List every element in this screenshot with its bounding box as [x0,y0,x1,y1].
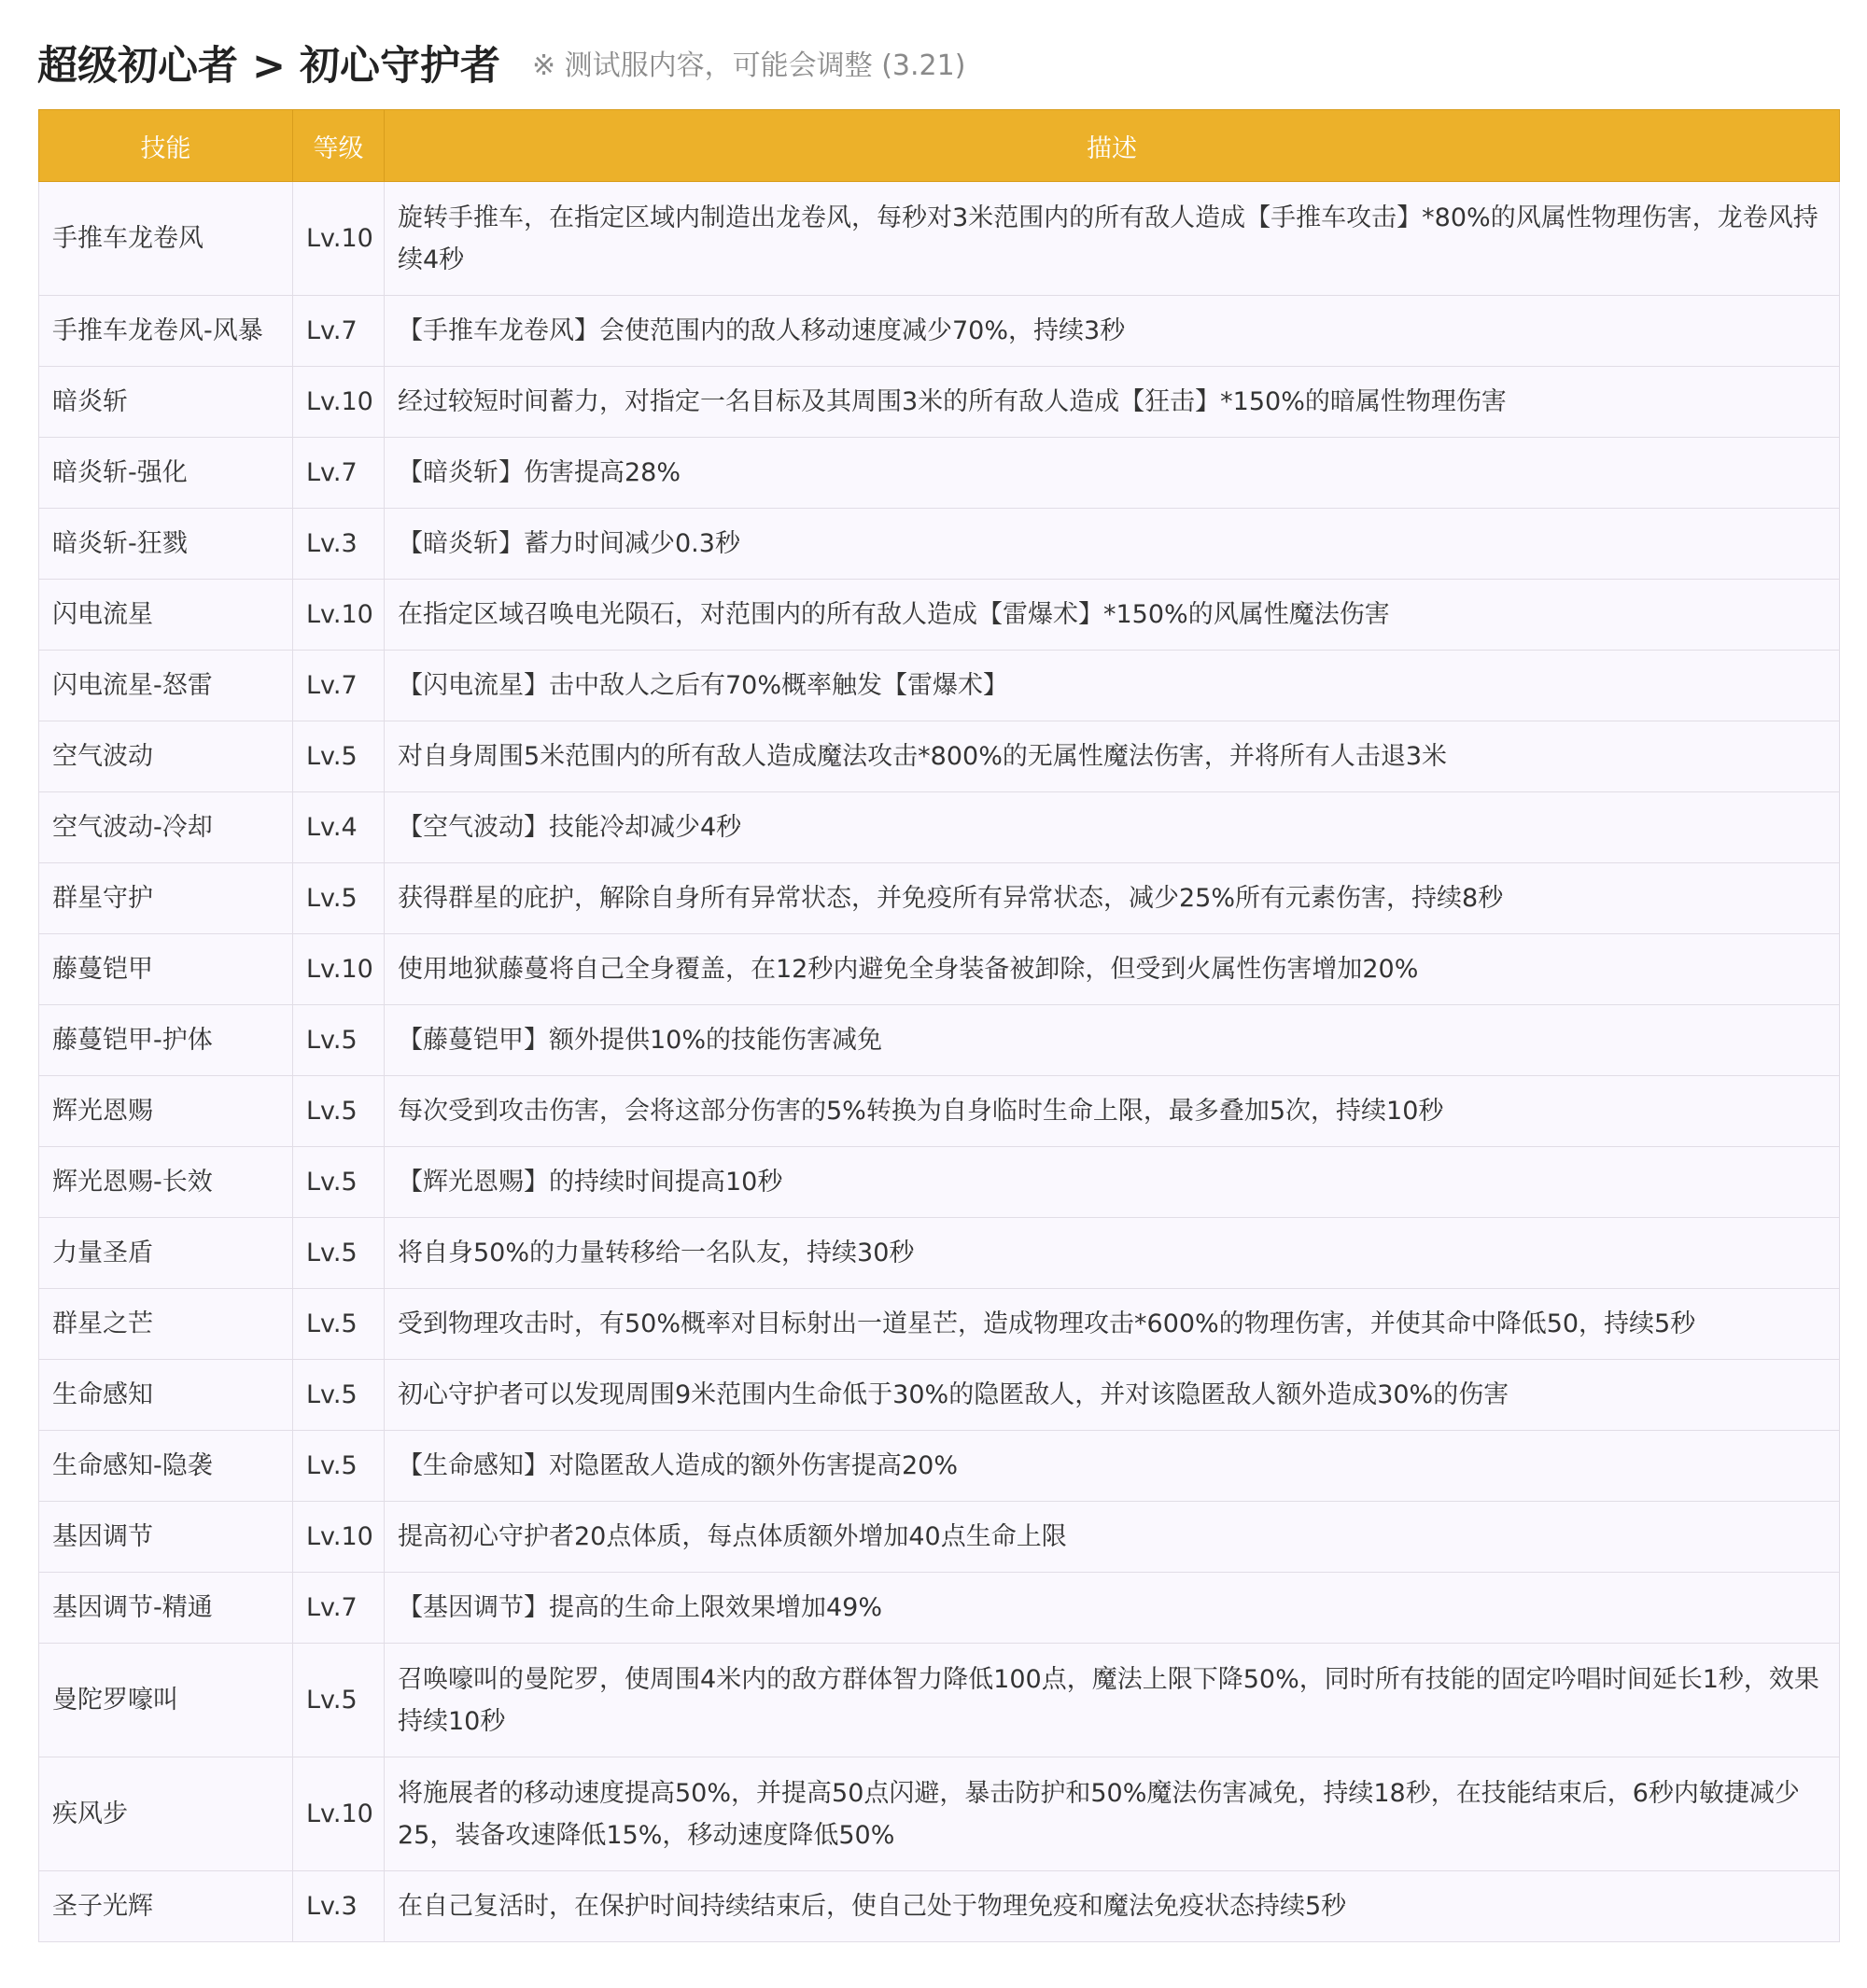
skill-name: 生命感知 [39,1360,293,1431]
skill-name: 手推车龙卷风 [39,182,293,296]
table-row [39,509,1840,580]
skill-description: 【基因调节】提高的生命上限效果增加49% [385,1573,1840,1644]
table-row [39,934,1840,1005]
skill-name: 曼陀罗嚎叫 [39,1644,293,1757]
skill-name: 手推车龙卷风-风暴 [39,296,293,367]
skill-description: 对自身周围5米范围内的所有敌人造成魔法攻击*800%的无属性魔法伤害，并将所有人击退3米 [385,721,1840,792]
skill-description: 初心守护者可以发现周围9米范围内生命低于30%的隐匿敌人，并对该隐匿敌人额外造成30%的伤害 [385,1360,1840,1431]
skill-level: Lv.3 [293,1871,385,1942]
skill-level: Lv.5 [293,1218,385,1289]
skill-level: Lv.5 [293,1076,385,1147]
table-row [39,182,1840,296]
skill-level: Lv.5 [293,1644,385,1757]
skill-name: 群星之芒 [39,1289,293,1360]
skill-description: 将自身50%的力量转移给一名队友，持续30秒 [385,1218,1840,1289]
skill-name: 暗炎斩-强化 [39,438,293,509]
table-row [39,580,1840,651]
table-row [39,792,1840,863]
skill-name: 藤蔓铠甲-护体 [39,1005,293,1076]
skill-level: Lv.7 [293,438,385,509]
skill-level: Lv.5 [293,863,385,934]
skill-level: Lv.7 [293,296,385,367]
test-server-note: ※ 测试服内容，可能会调整 (3.21) [531,49,966,82]
page-title: 超级初心者 > 初心守护者 [37,42,500,90]
skill-name: 闪电流星 [39,580,293,651]
table-row [39,1218,1840,1289]
skill-name: 生命感知-隐袭 [39,1431,293,1502]
skill-description: 经过较短时间蓄力，对指定一名目标及其周围3米的所有敌人造成【狂击】*150%的暗属性物理伤害 [385,367,1840,438]
skill-name: 辉光恩赐-长效 [39,1147,293,1218]
skill-description: 受到物理攻击时，有50%概率对目标射出一道星芒，造成物理攻击*600%的物理伤害，并使其命中降低50，持续5秒 [385,1289,1840,1360]
skill-name: 圣子光辉 [39,1871,293,1942]
table-row [39,1360,1840,1431]
table-row [39,1147,1840,1218]
skill-level: Lv.10 [293,182,385,296]
skill-name: 暗炎斩 [39,367,293,438]
skill-level: Lv.10 [293,934,385,1005]
table-row [39,1289,1840,1360]
table-row [39,1005,1840,1076]
table-row [39,1644,1840,1757]
table-row [39,1431,1840,1502]
skill-level: Lv.7 [293,1573,385,1644]
skill-description: 在自己复活时，在保护时间持续结束后，使自己处于物理免疫和魔法免疫状态持续5秒 [385,1871,1840,1942]
skill-name: 空气波动 [39,721,293,792]
skill-level: Lv.10 [293,1502,385,1573]
table-row [39,1502,1840,1573]
skill-description: 【手推车龙卷风】会使范围内的敌人移动速度减少70%，持续3秒 [385,296,1840,367]
skill-name: 闪电流星-怒雷 [39,651,293,721]
skill-name: 疾风步 [39,1757,293,1871]
skill-description: 【暗炎斩】蓄力时间减少0.3秒 [385,509,1840,580]
skill-description: 【生命感知】对隐匿敌人造成的额外伤害提高20% [385,1431,1840,1502]
column-header-skill: 技能 [39,110,293,182]
skill-level: Lv.5 [293,1289,385,1360]
skill-level: Lv.10 [293,367,385,438]
skill-level: Lv.10 [293,580,385,651]
skill-description: 获得群星的庇护，解除自身所有异常状态，并免疫所有异常状态，减少25%所有元素伤害，持续8秒 [385,863,1840,934]
skill-level: Lv.5 [293,1147,385,1218]
skill-description: 在指定区域召唤电光陨石，对范围内的所有敌人造成【雷爆术】*150%的风属性魔法伤害 [385,580,1840,651]
table-row [39,367,1840,438]
skill-name: 藤蔓铠甲 [39,934,293,1005]
table-row [39,721,1840,792]
skill-description: 提高初心守护者20点体质，每点体质额外增加40点生命上限 [385,1502,1840,1573]
skill-description: 将施展者的移动速度提高50%，并提高50点闪避，暴击防护和50%魔法伤害减免，持续18秒，在技能结束后，6秒内敏捷减少25，装备攻速降低15%，移动速度降低50% [385,1757,1840,1871]
table-row [39,1871,1840,1942]
title-row [37,34,965,91]
skill-name: 基因调节-精通 [39,1573,293,1644]
skill-description: 旋转手推车，在指定区域内制造出龙卷风，每秒对3米范围内的所有敌人造成【手推车攻击】*80%的风属性物理伤害，龙卷风持续4秒 [385,182,1840,296]
skill-name: 空气波动-冷却 [39,792,293,863]
table-row [39,1076,1840,1147]
skill-level: Lv.7 [293,651,385,721]
skill-description: 召唤嚎叫的曼陀罗，使周围4米内的敌方群体智力降低100点，魔法上限下降50%，同时所有技能的固定吟唱时间延长1秒，效果持续10秒 [385,1644,1840,1757]
table-row [39,863,1840,934]
skill-name: 群星守护 [39,863,293,934]
table-header-row [39,110,1840,182]
skill-level: Lv.4 [293,792,385,863]
skill-name: 暗炎斩-狂戮 [39,509,293,580]
skill-description: 【藤蔓铠甲】额外提供10%的技能伤害减免 [385,1005,1840,1076]
skill-table [38,109,1840,1942]
skill-description: 【闪电流星】击中敌人之后有70%概率触发【雷爆术】 [385,651,1840,721]
skill-description: 使用地狱藤蔓将自己全身覆盖，在12秒内避免全身装备被卸除，但受到火属性伤害增加20% [385,934,1840,1005]
skill-level: Lv.5 [293,1431,385,1502]
skill-name: 基因调节 [39,1502,293,1573]
skill-level: Lv.5 [293,721,385,792]
table-row [39,1757,1840,1871]
skill-description: 【辉光恩赐】的持续时间提高10秒 [385,1147,1840,1218]
table-row [39,651,1840,721]
skill-level: Lv.10 [293,1757,385,1871]
skill-level: Lv.3 [293,509,385,580]
skill-level: Lv.5 [293,1005,385,1076]
skill-name: 辉光恩赐 [39,1076,293,1147]
skill-description: 【暗炎斩】伤害提高28% [385,438,1840,509]
table-row [39,296,1840,367]
skill-description: 每次受到攻击伤害，会将这部分伤害的5%转换为自身临时生命上限，最多叠加5次，持续10秒 [385,1076,1840,1147]
skill-description: 【空气波动】技能冷却减少4秒 [385,792,1840,863]
skill-name: 力量圣盾 [39,1218,293,1289]
skill-level: Lv.5 [293,1360,385,1431]
column-header-description: 描述 [385,110,1840,182]
table-row [39,1573,1840,1644]
table-row [39,438,1840,509]
column-header-level: 等级 [293,110,385,182]
